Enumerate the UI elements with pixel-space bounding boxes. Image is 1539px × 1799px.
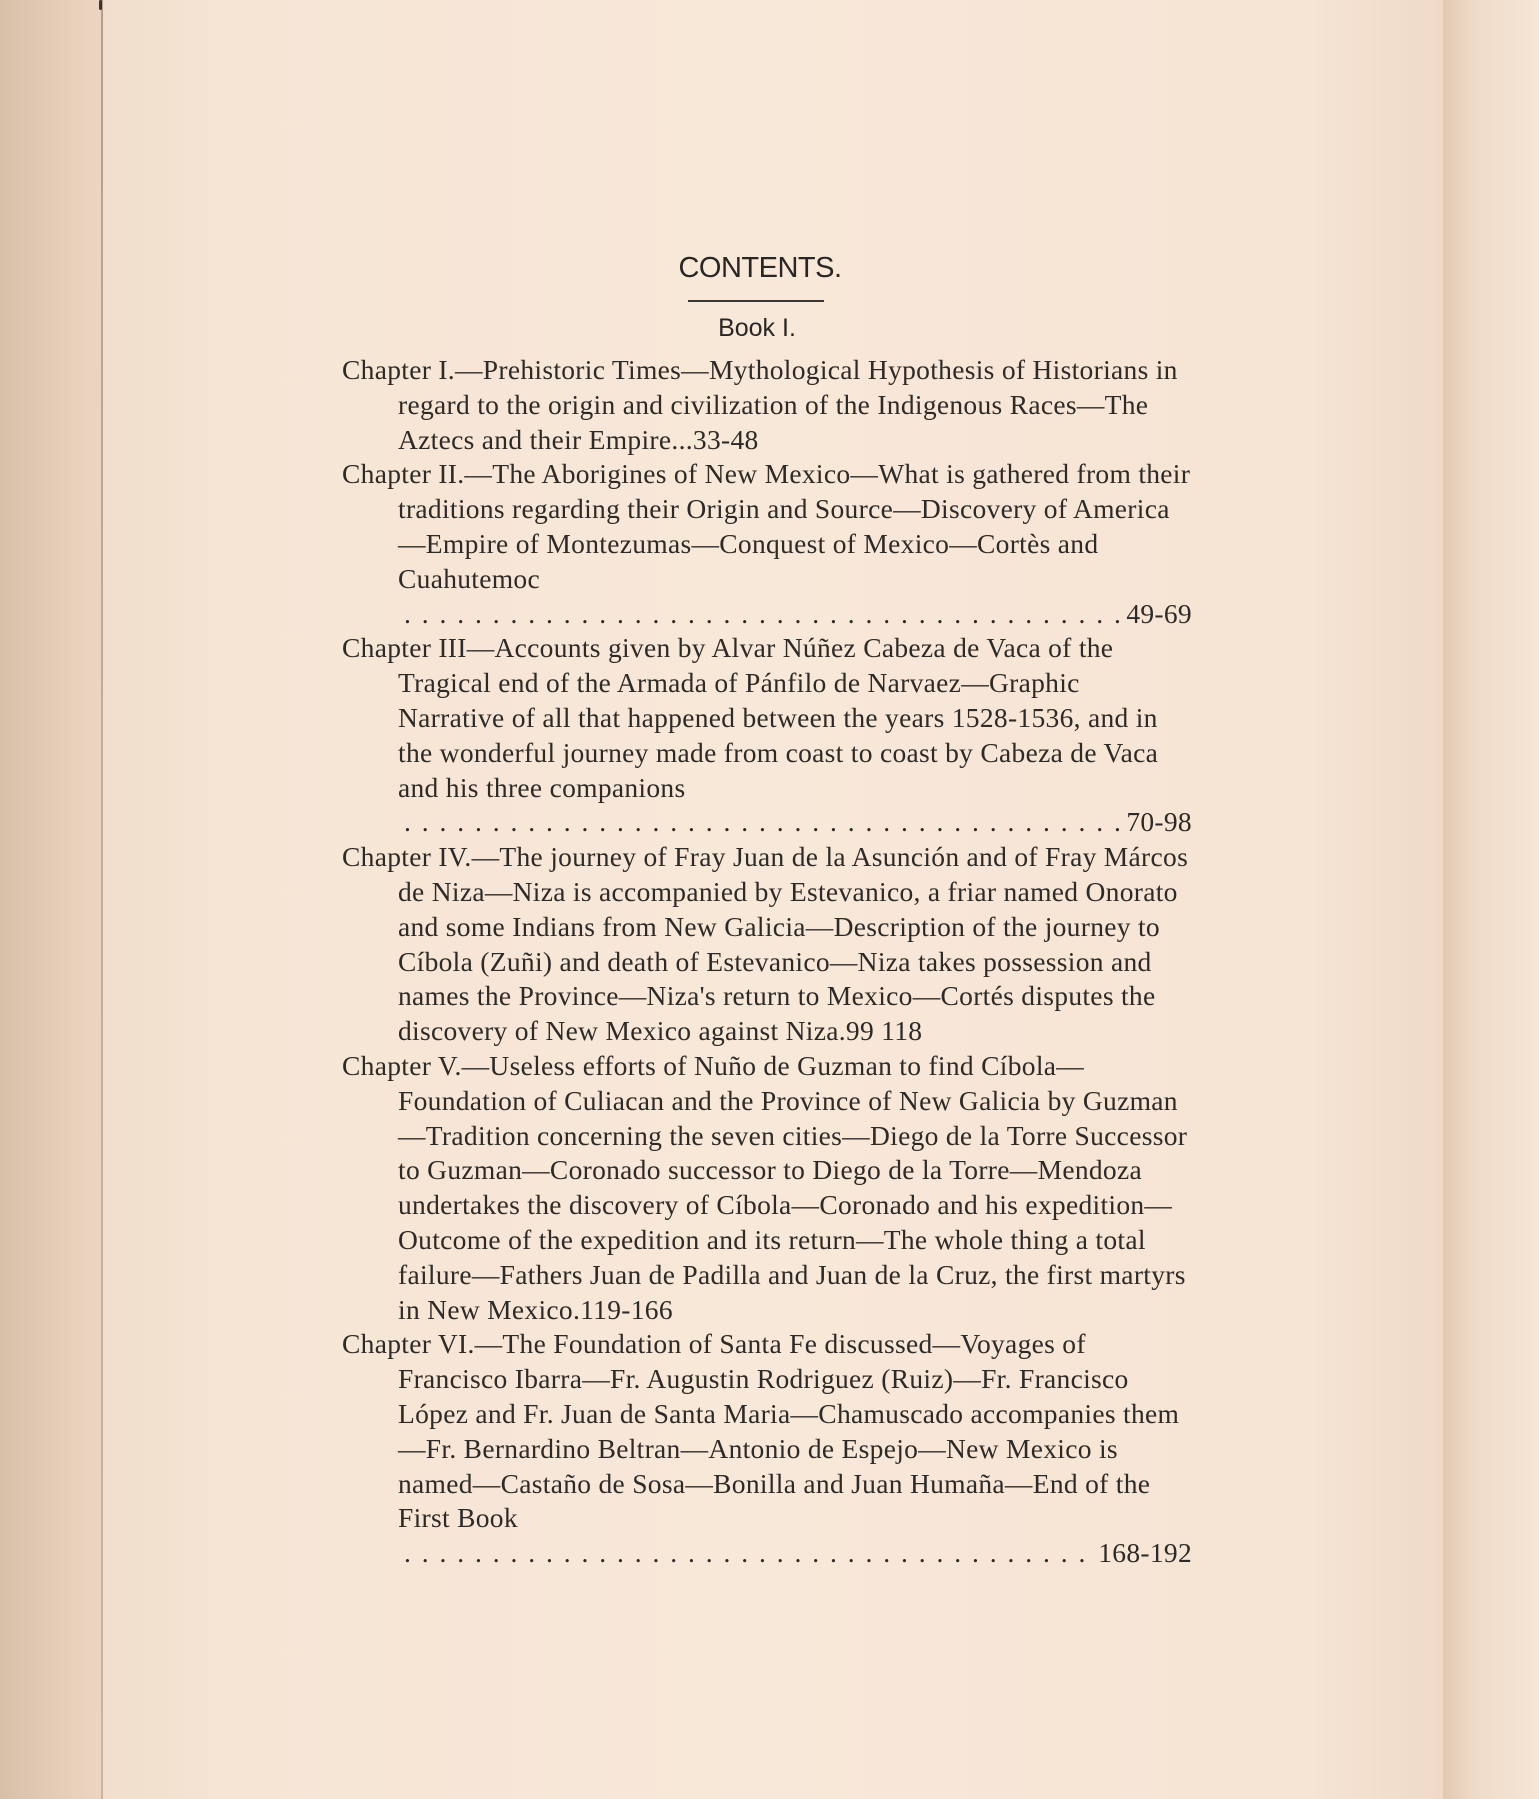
chapter-description: —Useless efforts of Nuño de Guzman to find Cíbola—Foundation of Culiacan and the Province of New Galicia by Guzman—Tradition concerning the seven cities—Diego de la Torre Successor to Guzman—Coronado successor to Diego de la Torre—Mendoza undertakes the discovery of Cíbola—Coronado and his expedition—Outcome of the expedition and its return—The whole thing a total failure—Fathers Juan de Padilla and Juan de la Cruz, the first martyrs in New Mexico. [398,1049,1188,1325]
leader-line [398,805,1192,840]
toc-entry-chapter-4 [342,840,1192,1049]
toc-entry-chapter-5 [342,1049,1192,1327]
leader-dots [404,805,1120,840]
leader-dots [404,597,1120,632]
leader-line [398,597,1192,632]
chapter-description: —The Aborigines of New Mexico—What is gathered from their traditions regarding their Origin and Source—Discovery of America—Empire of Montezumas—Conquest of Mexico—Cortès and Cuahutemoc [398,458,1191,594]
chapter-pages: 168-192 [1098,1537,1192,1569]
contents-heading: CONTENTS. [678,252,842,284]
chapter-label: Chapter VI. [342,1328,475,1360]
book-heading: Book I. [718,314,796,342]
gutter-mark-top [99,0,102,10]
toc-entry-chapter-6 [342,1327,1192,1571]
chapter-pages: 33-48 [692,423,759,455]
chapter-pages: 49-69 [1126,597,1192,629]
table-of-contents [342,353,1192,1571]
chapter-description: —The Foundation of Santa Fe discussed—Voyages of Francisco Ibarra—Fr. Augustin Rodriguez (Ruiz)—Fr. Francisco López and Fr. Juan de Santa Maria—Chamuscado accompanies them—Fr. Bernardino Beltran—Antonio de Espejo—New Mexico is named—Castaño de Sosa—Bonilla and Juan Humaña—End of the First Book [398,1328,1180,1534]
chapter-description: —Prehistoric Times—Mythological Hypothesis of Historians in regard to the origin and civilization of the Indigenous Races—The Aztecs and their Empire. [398,354,1178,455]
chapter-label: Chapter IV. [342,841,472,873]
chapter-pages: 119-166 [580,1293,673,1325]
next-page-edge [1443,0,1539,1799]
chapter-label: Chapter III [342,632,467,664]
chapter-description: —Accounts given by Alvar Núñez Cabeza de Vaca of the Tragical end of the Armada of Pánfilo de Narvaez—Graphic Narrative of all that happened between the years 1528-1536, and in the wonderful journey made from coast to coast by Cabeza de Vaca and his three companions [398,632,1159,803]
leader-dots: .. [678,423,693,455]
chapter-label: Chapter I. [342,354,455,385]
leader-line [398,1536,1192,1571]
book-gutter [0,0,108,1799]
chapter-description: —The journey of Fray Juan de la Asunción and of Fray Márcos de Niza—Niza is accompanied by Estevanico, a friar named Onorato and some Indians from New Galicia—Description of the journey to Cíbola (Zuñi) and death of Estevanico—Niza takes possession and names the Province—Niza's return to Mexico—Cortés disputes the discovery of New Mexico against Niza. [398,841,1189,1047]
toc-entry-chapter-2 [342,457,1192,631]
chapter-label: Chapter II. [342,458,465,490]
toc-entry-chapter-1 [342,353,1192,457]
chapter-pages: 99 118 [845,1015,923,1047]
toc-entry-chapter-3 [342,631,1192,840]
chapter-label: Chapter V. [342,1049,462,1081]
chapter-pages: 70-98 [1126,806,1192,838]
leader-dots [404,1536,1092,1571]
heading-rule [688,300,824,302]
